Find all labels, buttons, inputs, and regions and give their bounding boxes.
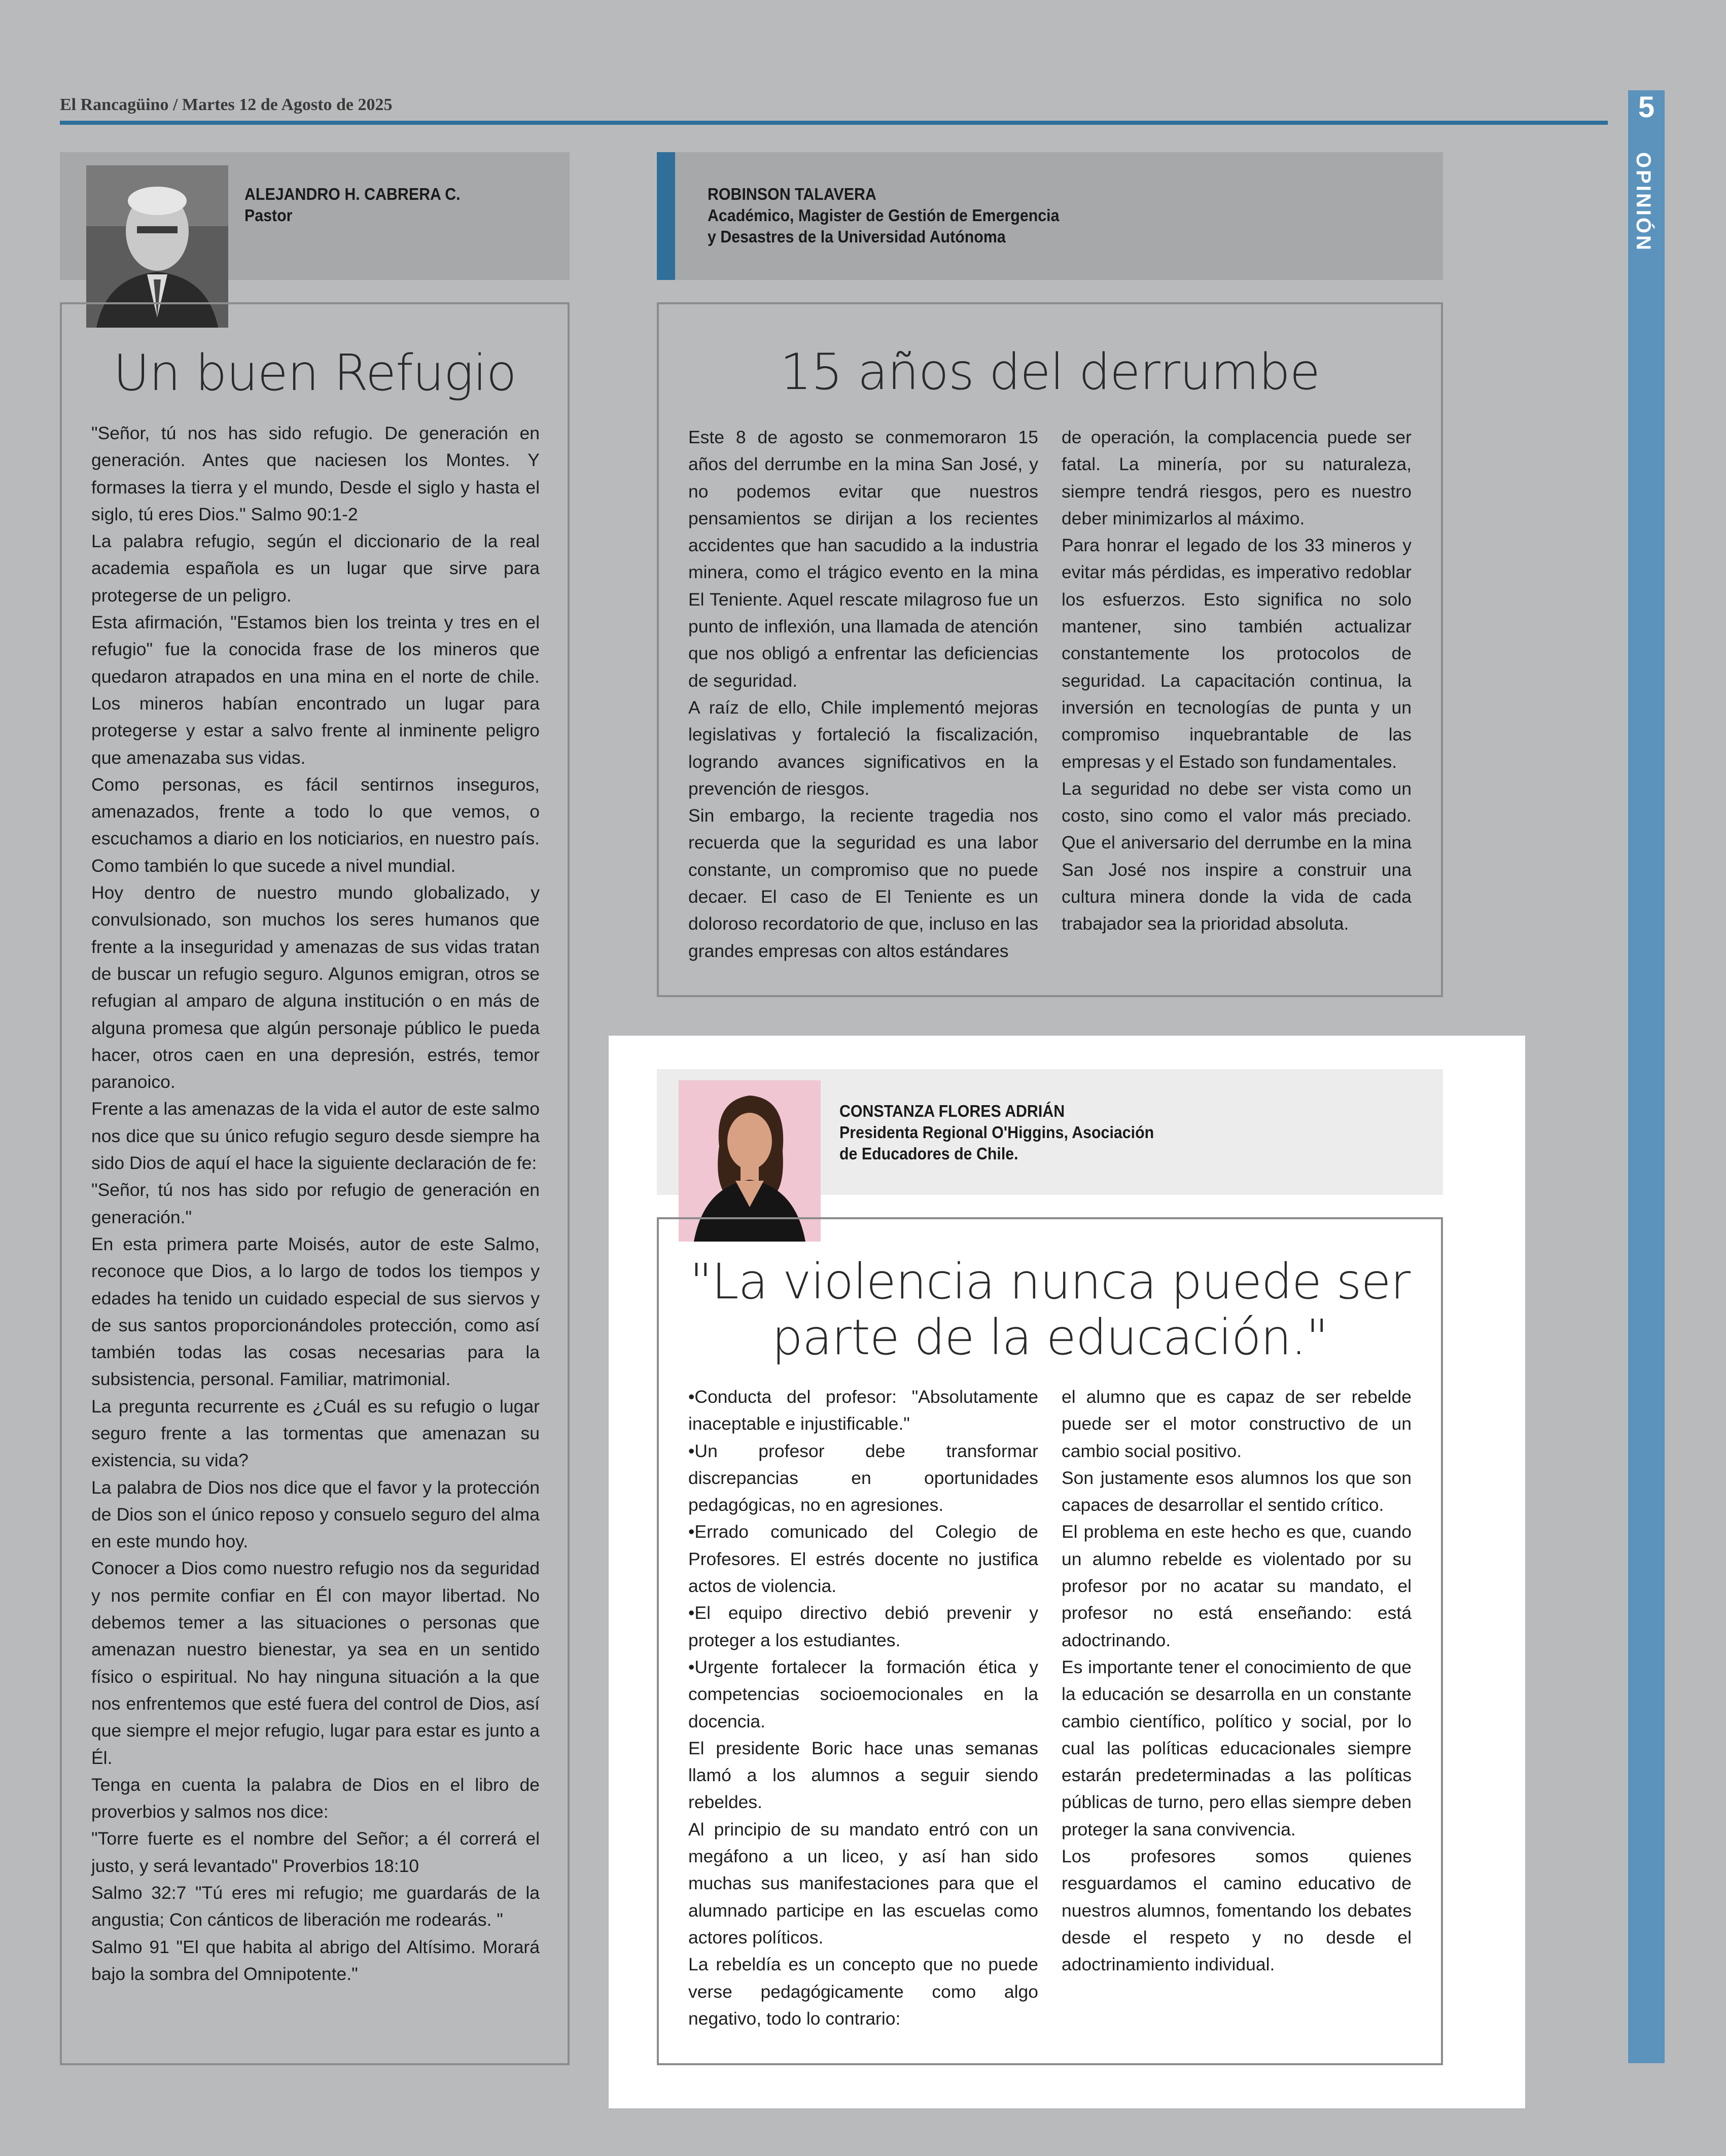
paragraph: La seguridad no debe ser vista como un costo, sino como el valor más preciado. Que el aniversario del derrumbe en la mina San José nos inspire a construir una cultura minera donde la vida de cada trabajador sea la prioridad absoluta. — [1062, 778, 1412, 934]
headline-right-bottom-line2: parte de la educación." — [771, 1309, 1328, 1366]
newspaper-header: El Rancagüino / Martes 12 de Agosto de 2025 — [60, 95, 393, 114]
paragraph: •Urgente fortalecer la formación ética y competencias socioemocionales en la docencia. — [688, 1656, 1038, 1731]
paragraph: Salmo 91 "El que habita al abrigo del Altísimo. Morará bajo la sombra del Omnipotente." — [91, 1936, 540, 1984]
paragraph: Esta afirmación, "Estamos bien los treinta y tres en el refugio" fue la conocida frase de los mineros que quedaron atrapados en una mina en el norte de chile. Los mineros habían encontrado un lugar para protegerse y estar a salvo frente al inminente peligro que amenazaba sus vidas. — [91, 612, 540, 768]
paragraph: Sin embargo, la reciente tragedia nos recuerda que la seguridad es una labor constante, un compromiso que no puede decaer. El caso de El Teniente es un doloroso recordatorio de que, incluso en las grandes empresas con altos estándares — [688, 805, 1038, 961]
paragraph: el alumno que es capaz de ser rebelde puede ser el motor constructivo de un cambio social positivo. — [1062, 1387, 1412, 1461]
article-body-left — [91, 420, 540, 1988]
author-name-right-top: ROBINSON TALAVERA — [708, 185, 876, 203]
author-role-right-bottom-1: Presidenta Regional O'Higgins, Asociación — [839, 1123, 1154, 1142]
headline-right-bottom-line1: "La violencia nunca puede ser — [689, 1253, 1411, 1310]
paragraph: Para honrar el legado de los 33 mineros y evitar más pérdidas, es imperativo redoblar los esfuerzos. Esto significa no solo mantener, sino también actualizar constantemente los protocolos de seguridad. La capacitación continua, la inversión en tecnologías de punta y un compromiso inquebrantable de las empresas y el Estado son fundamentales. — [1062, 535, 1412, 772]
paragraph: Tenga en cuenta la palabra de Dios en el libro de proverbios y salmos nos dice: — [91, 1774, 540, 1822]
paragraph: En esta primera parte Moisés, autor de este Salmo, reconoce que Dios, a lo largo de todos los tiempos y edades ha tenido un cuidado especial de sus siervos y de sus santos proporcionándoles protección, como así también todas las cosas necesarias para la subsistencia, personal. Familiar, matrimonial. — [91, 1233, 540, 1390]
paragraph: La pregunta recurrente es ¿Cuál es su refugio o lugar seguro frente a las tormentas que amenazan su existencia, su vida? — [91, 1396, 540, 1471]
author-name-left: ALEJANDRO H. CABRERA C. — [244, 185, 461, 203]
author-role-left: Pastor — [244, 206, 293, 225]
headline-right-top: 15 años del derrumbe — [780, 343, 1320, 401]
paragraph: •Errado comunicado del Colegio de Profesores. El estrés docente no justifica actos de violencia. — [688, 1522, 1038, 1597]
paragraph: Frente a las amenazas de la vida el autor de este salmo nos dice que su único refugio seguro desde siempre ha sido Dios de aquí el hace la siguiente declaración de fe: — [91, 1099, 540, 1174]
paragraph: Salmo 32:7 "Tú eres mi refugio; me guardarás de la angustia; Con cánticos de liberación me rodearás. " — [91, 1883, 540, 1930]
paragraph: Como personas, es fácil sentirnos inseguros, amenazados, frente a todo lo que vemos, o escuchamos a diario en los noticiarios, en nuestro país. Como también lo que sucede a nivel mundial. — [91, 774, 540, 876]
paragraph: Hoy dentro de nuestro mundo globalizado, y convulsionado, son muchos los seres humanos que frente a la inseguridad y amenazas de sus vidas tratan de buscar un refugio seguro. Algunos emigran, otros se refugian al amparo de alguna institución o en más de alguna promesa que algún personaje público le pueda hacer, otros caen en una depresión, estrés, temor paranoico. — [91, 882, 540, 1092]
paragraph: Es importante tener el conocimiento de que la educación se desarrolla en un constante cambio científico, político y social, por lo cual las políticas educacionales siempre estarán predeterminadas a las políticas públicas de turno, pero ellas siempre deben proteger la sana convivencia. — [1062, 1656, 1412, 1840]
section-label: OPINIÓN — [1632, 152, 1654, 252]
author-role-right-bottom-2: de Educadores de Chile. — [839, 1144, 1018, 1163]
paragraph: La palabra de Dios nos dice que el favor y la protección de Dios son el único reposo y consuelo seguro del alma en este mundo hoy. — [91, 1477, 540, 1552]
article-column-right-bottom-2 — [1062, 1384, 1412, 1978]
page-number: 5 — [1638, 91, 1655, 124]
paragraph: •Un profesor debe transformar discrepancias en oportunidades pedagógicas, no en agresiones. — [688, 1440, 1038, 1515]
paragraph: Este 8 de agosto se conmemoraron 15 años del derrumbe en la mina San José, y no podemos evitar que nuestros pensamientos se dirijan a los recientes accidentes que han sacudido a la industria minera, como el trágico evento en la mina El Teniente. Aquel rescate milagroso fue un punto de inflexión, una llamada de atención que nos obligó a enfrentar las deficiencias de seguridad. — [688, 427, 1038, 691]
article-column-right-top-2 — [1062, 424, 1412, 938]
paragraph: El problema en este hecho es que, cuando un alumno rebelde es violentado por su profesor por no acatar su mandato, el profesor no está enseñando: está adoctrinando. — [1062, 1522, 1412, 1650]
paragraph: "Torre fuerte es el nombre del Señor; a él correrá el justo, y será levantado" Proverbios 18:10 — [91, 1828, 540, 1876]
headline-left: Un buen Refugio — [113, 344, 516, 402]
paragraph: Los profesores somos quienes resguardamos el camino educativo de nuestros alumnos, fomentando los debates desde el respeto y no desde el adoctrinamiento individual. — [1062, 1846, 1412, 1975]
paragraph: Al principio de su mandato entró con un megáfono a un liceo, y así han sido muchas sus manifestaciones para que el alumnado participe en las escuelas como actores políticos. — [688, 1819, 1038, 1948]
paragraph: •El equipo directivo debió prevenir y proteger a los estudiantes. — [688, 1603, 1038, 1650]
paragraph: Conocer a Dios como nuestro refugio nos da seguridad y nos permite confiar en Él con mayor libertad. No debemos temer a las situaciones o personas que amenazan nuestro bienestar, ya sea en un sentido físico o espiritual. No hay ninguna situación a la que nos enfrentemos que esté fuera del control de Dios, así que siempre el mejor refugio, lugar para estar es junto a Él. — [91, 1558, 540, 1768]
paragraph: La rebeldía es un concepto que no puede verse pedagógicamente como algo negativo, todo lo contrario: — [688, 1954, 1038, 2029]
paragraph: de operación, la complacencia puede ser fatal. La minería, por su naturaleza, siempre tendrá riesgos, pero es nuestro deber minimizarlos al máximo. — [1062, 427, 1412, 528]
section-side-bar — [1628, 90, 1665, 2063]
article-column-right-bottom-1 — [688, 1384, 1038, 2032]
paragraph: Son justamente esos alumnos los que son capaces de desarrollar el sentido crítico. — [1062, 1467, 1412, 1515]
article-column-right-top-1 — [688, 424, 1038, 965]
header-rule — [60, 121, 1608, 125]
paragraph: •Conducta del profesor: "Absolutamente inaceptable e injustificable." — [688, 1387, 1038, 1434]
author-accent-bar — [657, 152, 675, 280]
paragraph: La palabra refugio, según el diccionario de la real academia española es un lugar que sirve para protegerse de un peligro. — [91, 531, 540, 606]
paragraph: "Señor, tú nos has sido por refugio de generación en generación." — [91, 1180, 540, 1227]
author-name-right-bottom: CONSTANZA FLORES ADRIÁN — [839, 1102, 1065, 1120]
paragraph: El presidente Boric hace unas semanas llamó a los alumnos a seguir siendo rebeldes. — [688, 1738, 1038, 1813]
author-role-right-top-2: y Desastres de la Universidad Autónoma — [708, 227, 1006, 246]
paragraph: A raíz de ello, Chile implementó mejoras legislativas y fortaleció la fiscalización, logrando avances significativos en la prevención de riesgos. — [688, 697, 1038, 799]
author-role-right-top-1: Académico, Magister de Gestión de Emergencia — [708, 206, 1060, 225]
headline-right-bottom — [657, 1254, 1443, 1365]
paragraph: "Señor, tú nos has sido refugio. De generación en generación. Antes que naciesen los Montes. Y formases la tierra y el mundo, Desde el siglo y hasta el siglo, tú eres Dios." Salmo 90:1-2 — [91, 423, 540, 524]
